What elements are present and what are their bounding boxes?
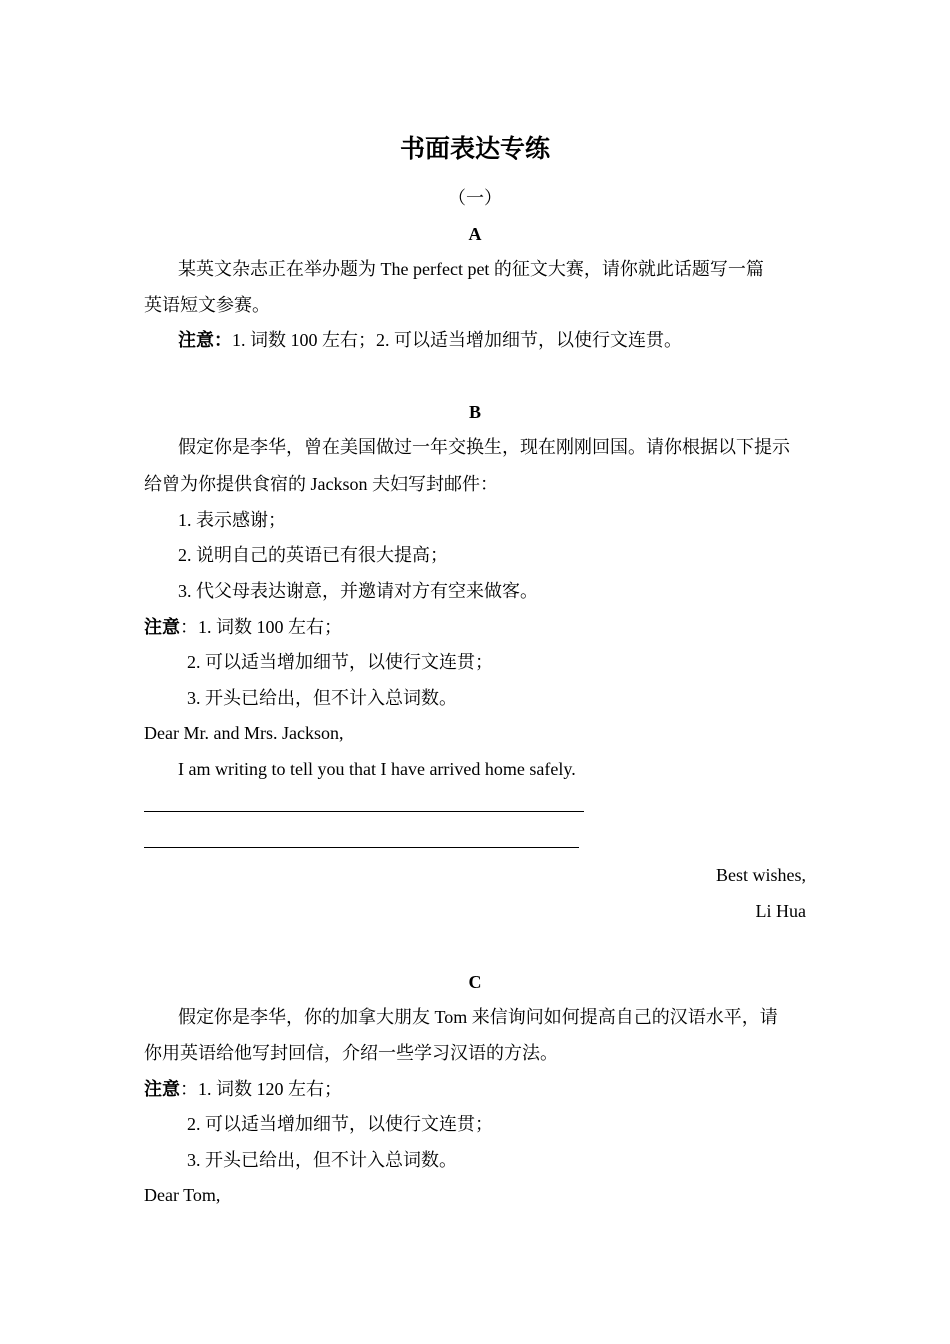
section-b-note-item-3: 3. 开头已给出，但不计入总词数。 — [187, 688, 457, 708]
section-a-prompt-line1: 某英文杂志正在举办题为 The perfect pet 的征文大赛，请你就此话题写一篇 — [178, 259, 764, 279]
answer-line-1 — [144, 811, 584, 812]
note-item-1: ：1. 词数 120 左右； — [180, 1079, 342, 1099]
section-b-note-item-2: 2. 可以适当增加细节，以使行文连贯； — [187, 652, 493, 672]
page-title: 书面表达专练 — [399, 134, 550, 163]
letter-signature: Li Hua — [755, 901, 806, 921]
section-c-prompt-line2: 你用英语给他写封回信，介绍一些学习汉语的方法。 — [144, 1043, 558, 1063]
section-a-label: A — [468, 224, 482, 244]
letter-opening: I am writing to tell you that I have arrived home safely. — [178, 759, 576, 779]
letter-greeting: Dear Mr. and Mrs. Jackson, — [144, 723, 344, 743]
section-b-item-3: 3. 代父母表达谢意，并邀请对方有空来做客。 — [178, 581, 538, 601]
note-item-1: ：1. 词数 100 左右； — [180, 617, 342, 637]
section-c-prompt-line1: 假定你是李华，你的加拿大朋友 Tom 来信询问如何提高自己的汉语水平，请 — [178, 1007, 778, 1027]
part-number: （一） — [448, 188, 502, 208]
note-text: 1. 词数 100 左右；2. 可以适当增加细节，以使行文连贯。 — [232, 330, 682, 350]
note-label: 注意： — [178, 330, 232, 350]
section-b-item-2: 2. 说明自己的英语已有很大提高； — [178, 545, 448, 565]
answer-line-2 — [144, 847, 579, 848]
note-label: 注意 — [144, 617, 180, 637]
section-a-note — [178, 329, 682, 351]
letter-c-greeting: Dear Tom, — [144, 1185, 221, 1205]
section-b-prompt-line2: 给曾为你提供食宿的 Jackson 夫妇写封邮件： — [144, 474, 498, 494]
note-label: 注意 — [144, 1079, 180, 1099]
letter-closing: Best wishes, — [716, 865, 806, 885]
section-b-label: B — [468, 402, 481, 422]
section-c-note-item-2: 2. 可以适当增加细节，以使行文连贯； — [187, 1114, 493, 1134]
section-c-note-item-3: 3. 开头已给出，但不计入总词数。 — [187, 1150, 457, 1170]
section-a-prompt-line2: 英语短文参赛。 — [144, 295, 270, 315]
section-c-label: C — [468, 972, 482, 992]
section-b-prompt-line1: 假定你是李华，曾在美国做过一年交换生，现在刚刚回国。请你根据以下提示 — [178, 437, 790, 457]
section-b-item-1: 1. 表示感谢； — [178, 510, 286, 530]
section-b-note — [144, 616, 342, 638]
section-c-note — [144, 1078, 342, 1100]
